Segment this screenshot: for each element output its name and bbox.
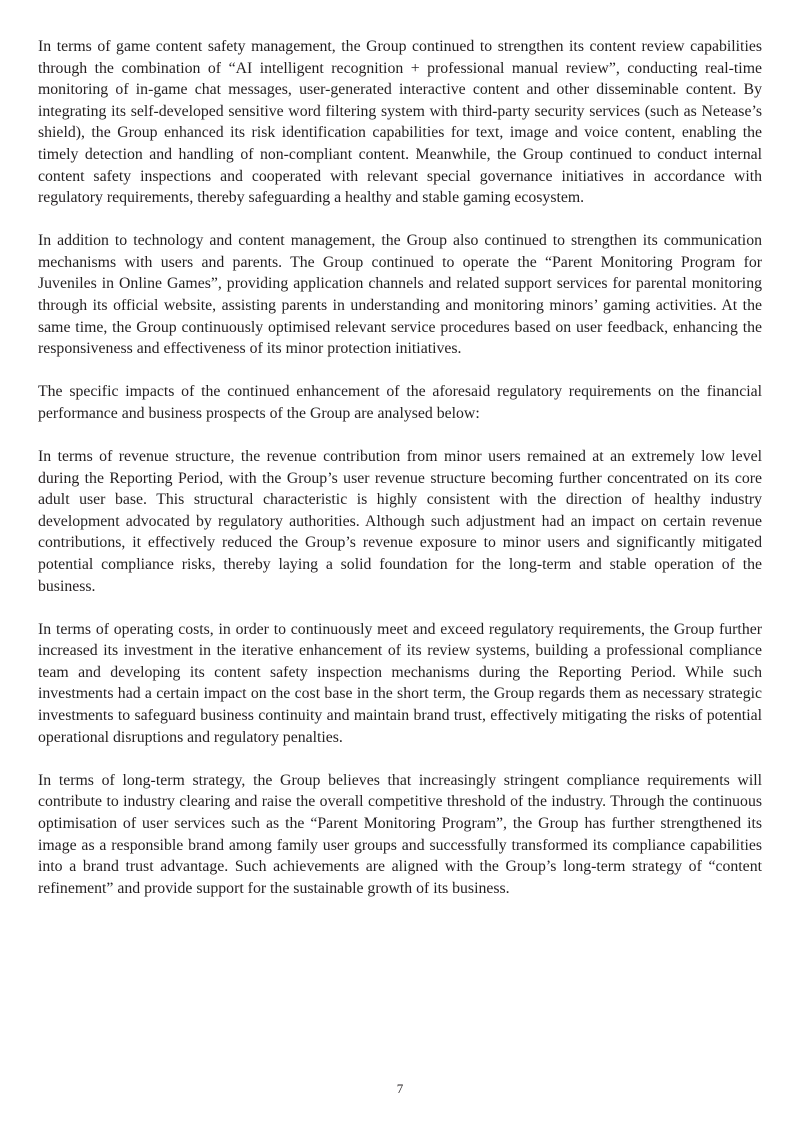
paragraph-long-term-strategy: In terms of long-term strategy, the Group believes that increasingly stringent compliance requirements will contribute to industry clearing and raise the overall competitive threshold of the industry. Through the continuous optimisation of user services such as the “Parent Monitoring Program”, the Group has further strengthened its image as a responsible brand among family user groups and successfully transformed its compliance capabilities into a brand trust advantage. Such achievements are aligned with the Group’s long-term strategy of “content refinement” and provide support for the sustainable growth of its business. xyxy=(38,771,762,897)
paragraph-operating-costs: In terms of operating costs, in order to continuously meet and exceed regulatory requirements, the Group further increased its investment in the iterative enhancement of its review systems, building a professional compliance team and developing its content safety inspection mechanisms during the Reporting Period. While such investments had a certain impact on the cost base in the short term, the Group regards them as necessary strategic investments to safeguard business continuity and maintain brand trust, effectively mitigating the risks of potential operational disruptions and regulatory penalties. xyxy=(38,620,762,746)
page-number: 7 xyxy=(396,1081,404,1096)
paragraph-revenue-structure: In terms of revenue structure, the revenue contribution from minor users remained at an extremely low level during the Reporting Period, with the Group’s user revenue structure becoming further concentrated on its core adult user base. This structural characteristic is highly consistent with the direction of healthy industry development advocated by regulatory authorities. Although such adjustment had an impact on certain revenue contributions, it effectively reduced the Group’s revenue exposure to minor users and significantly mitigated potential compliance risks, thereby laying a solid foundation for the long-term and stable operation of the business. xyxy=(38,448,762,595)
paragraph-impacts-intro: The specific impacts of the continued enhancement of the aforesaid regulatory requirements on the financial performance and business prospects of the Group are analysed below: xyxy=(38,383,762,422)
paragraph-parent-communication: In addition to technology and content management, the Group also continued to strengthen its communication mechanisms with users and parents. The Group continued to operate the “Parent Monitoring Program for Juveniles in Online Games”, providing application channels and related support services for parental monitoring through its official website, assisting parents in understanding and monitoring minors’ gaming activities. At the same time, the Group continuously optimised relevant service procedures based on user feedback, enhancing the responsiveness and effectiveness of its minor protection initiatives. xyxy=(38,232,762,358)
document-body xyxy=(38,36,762,921)
paragraph-content-safety: In terms of game content safety management, the Group continued to strengthen its content review capabilities through the combination of “AI intelligent recognition + professional manual review”, conducting real-time monitoring of in-game chat messages, user-generated interactive content and other disseminable content. By integrating its self-developed sensitive word filtering system with third-party security services (such as Netease’s shield), the Group enhanced its risk identification capabilities for text, image and voice content, enabling the timely detection and handling of non-compliant content. Meanwhile, the Group continued to conduct internal content safety inspections and cooperated with relevant special governance initiatives in accordance with regulatory requirements, thereby safeguarding a healthy and stable gaming ecosystem. xyxy=(38,38,762,207)
